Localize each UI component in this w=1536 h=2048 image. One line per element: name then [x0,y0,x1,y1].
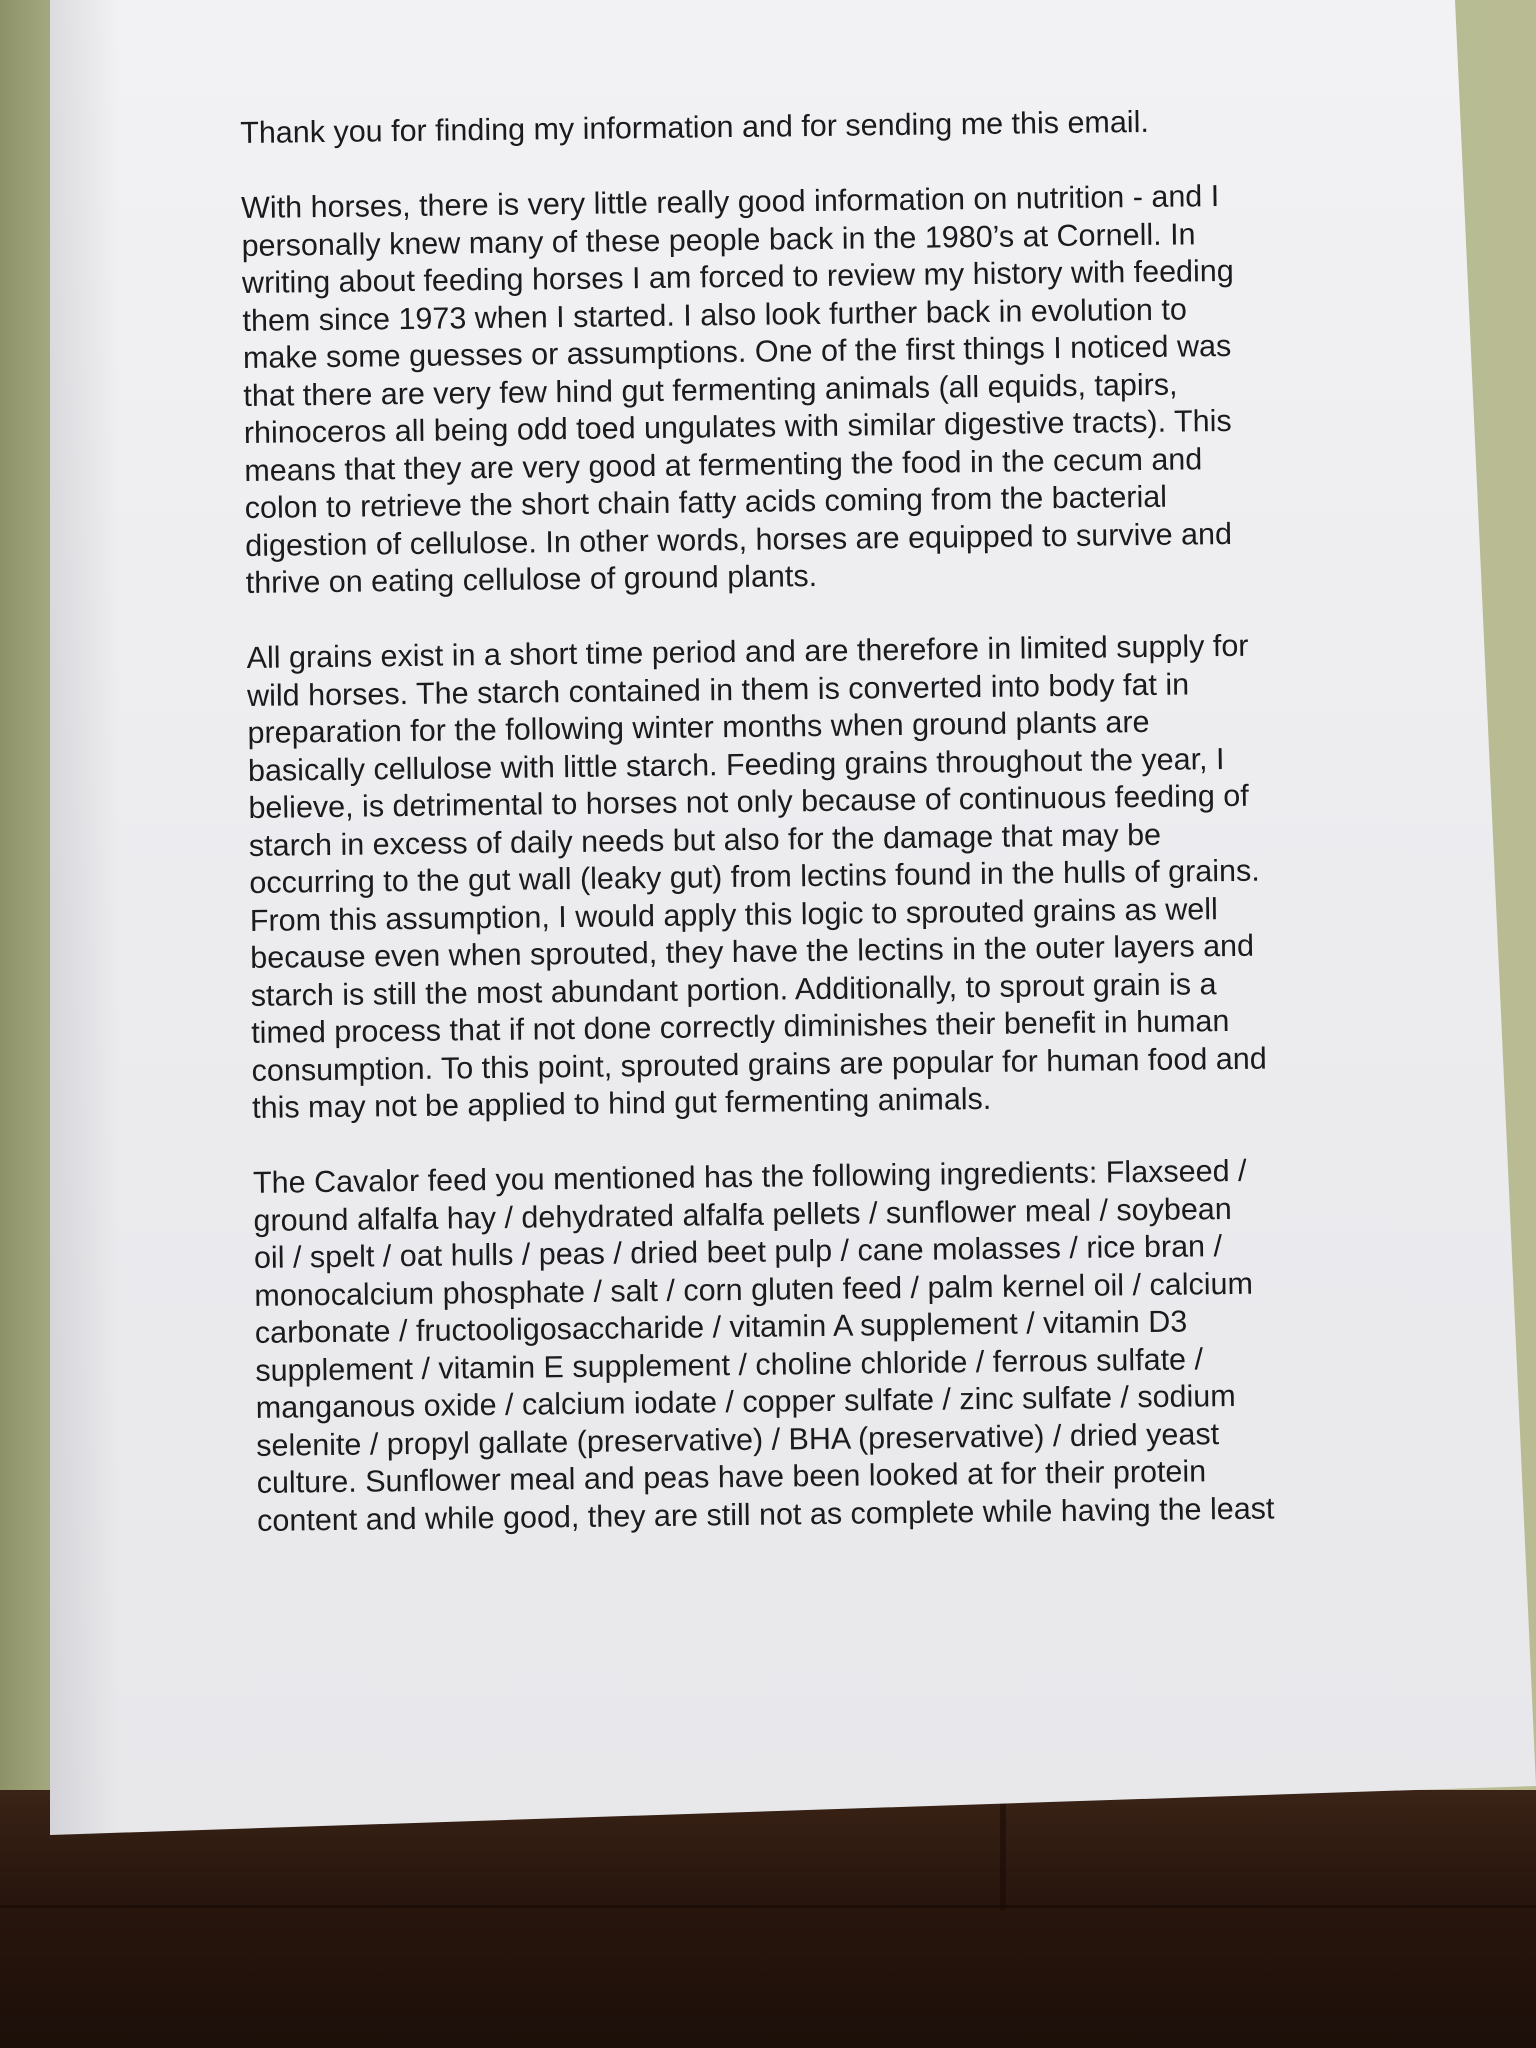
text-line: carbonate / fructooligosaccharide / vitamin A supplement / vitamin D3 [254,1304,1188,1350]
letter-text [240,101,1378,1577]
text-line: With horses, there is very little really good information on nutrition - and I [240,179,1220,225]
text-line: basically cellulose with little starch. Feeding grains throughout the year, I [247,741,1225,788]
text-line: colon to retrieve the short chain fatty acids coming from the bacterial [244,479,1168,525]
text-line: thrive on eating cellulose of ground plants. [245,558,818,600]
text-line: oil / spelt / oat hulls / peas / dried beet pulp / cane molasses / rice bran / [253,1229,1223,1275]
text-line: means that they are very good at fermenting the food in the cecum and [244,441,1203,488]
text-line: believe, is detrimental to horses not only because of continuous feeding of [248,778,1249,825]
paragraph-horse-digestion [241,176,1366,602]
text-line: starch in excess of daily needs but also for the damage that may be [248,817,1162,863]
text-line: manganous oxide / calcium iodate / copper sulfate / zinc sulfate / sodium [255,1378,1236,1425]
text-line: The Cavalor feed you mentioned has the following ingredients: Flaxseed / [252,1153,1247,1200]
text-line: selenite / propyl gallate (preservative) / BHA (preservative) / dried yeast [256,1416,1220,1463]
desk-seam [1000,1790,1006,1910]
text-line: monocalcium phosphate / salt / corn gluten feed / palm kernel oil / calcium [254,1266,1254,1313]
text-line: that there are very few hind gut fermenting animals (all equids, tapirs, [243,367,1178,413]
text-line: consumption. To this point, sprouted grains are popular for human food and [251,1041,1267,1088]
text-line: All grains exist in a short time period and are therefore in limited supply for [246,628,1249,675]
text-line: Thank you for finding my information and for sending me this email. [240,104,1150,150]
paragraph-cavalor-ingredients [253,1151,1377,1540]
text-line: occurring to the gut wall (leaky gut) from lectins found in the hulls of grains. [249,853,1260,900]
text-line: timed process that if not done correctly diminishes their benefit in human [251,1003,1230,1050]
text-line: starch is still the most abundant portion. Additionally, to sprout grain is a [250,966,1217,1013]
text-line: them since 1973 when I started. I also look further back in evolution to [242,291,1187,338]
text-line: make some guesses or assumptions. One of the first things I noticed was [242,328,1232,375]
paragraph-grains [246,626,1372,1127]
text-line: personally knew many of these people back in the 1980’s at Cornell. In [241,216,1196,263]
text-line: this may not be applied to hind gut fermenting animals. [251,1081,992,1125]
text-line: supplement / vitamin E supplement / choline chloride / ferrous sulfate / [255,1341,1204,1388]
text-line: writing about feeding horses I am forced to review my history with feeding [241,253,1234,300]
desk-grain [0,1905,1536,1908]
text-line: wild horses. The starch contained in them is converted into body fat in [246,666,1190,713]
text-line: because even when sprouted, they have the lectins in the outer layers and [250,928,1255,975]
text-line: ground alfalfa hay / dehydrated alfalfa pellets / sunflower meal / soybean [253,1191,1232,1238]
text-line: digestion of cellulose. In other words, horses are equipped to survive and [245,516,1233,563]
text-line: content and while good, they are still not as complete while having the least [256,1490,1275,1538]
text-line: culture. Sunflower meal and peas have been looked at for their protein [256,1454,1207,1500]
text-line: From this assumption, I would apply this logic to sprouted grains as well [249,891,1218,938]
text-line: preparation for the following winter months when ground plants are [247,704,1150,750]
text-line: rhinoceros all being odd toed ungulates with similar digestive tracts). This [243,403,1232,450]
